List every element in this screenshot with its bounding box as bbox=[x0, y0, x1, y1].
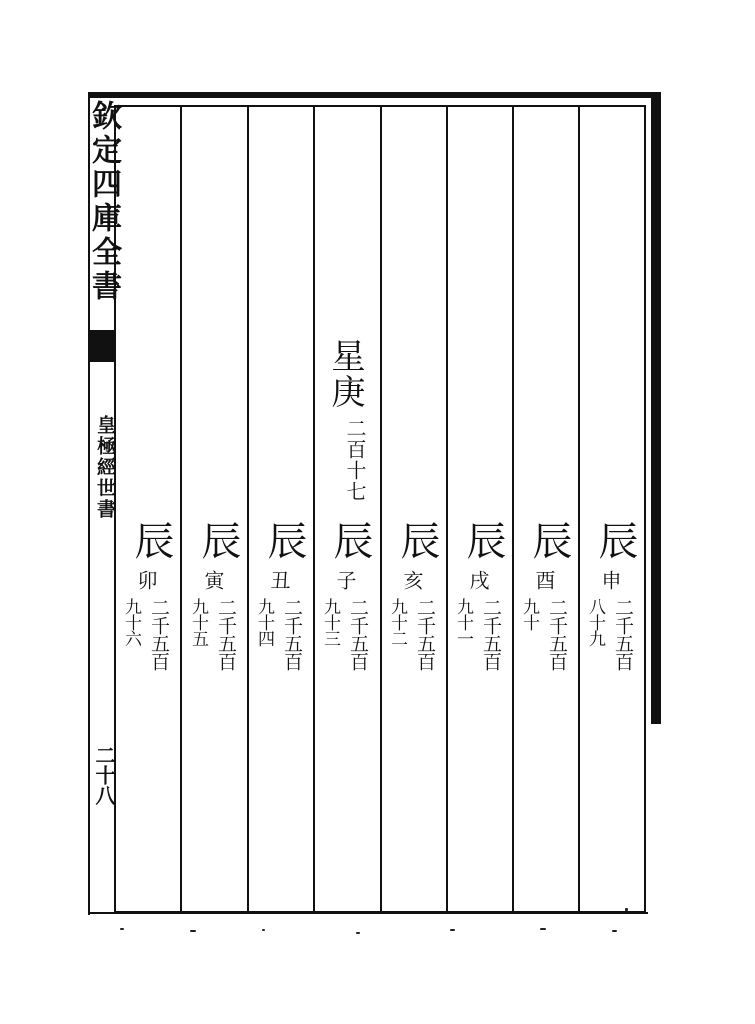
column-rule bbox=[313, 107, 315, 912]
entry-chen: 辰 bbox=[261, 520, 307, 560]
scan-speck bbox=[450, 929, 455, 931]
entry-left-number: 九十五 bbox=[188, 598, 208, 646]
entry-column bbox=[385, 520, 447, 720]
scan-speck bbox=[262, 929, 265, 931]
page-number: 二十八 bbox=[92, 745, 116, 805]
entry-left-number: 八十九 bbox=[585, 598, 605, 646]
entry-right-number: 二千五百 bbox=[347, 598, 369, 670]
star-heading: 星庚 bbox=[325, 338, 365, 410]
scan-speck bbox=[625, 908, 628, 911]
entry-left-number: 九十四 bbox=[254, 598, 274, 646]
entry-branch: 子 bbox=[333, 570, 357, 590]
column-rule bbox=[380, 107, 382, 912]
entry-right-number: 二千五百 bbox=[414, 598, 436, 670]
scan-speck bbox=[356, 932, 360, 934]
scan-speck bbox=[612, 930, 617, 932]
entry-column bbox=[583, 520, 645, 720]
entry-right-number: 二千五百 bbox=[148, 598, 170, 670]
frame-bottom-border bbox=[88, 912, 648, 914]
entry-left-number: 九十六 bbox=[121, 598, 141, 646]
scan-speck bbox=[540, 928, 546, 930]
entry-column bbox=[451, 520, 513, 720]
entry-column bbox=[517, 520, 579, 720]
entry-chen: 辰 bbox=[592, 520, 638, 560]
entry-chen: 辰 bbox=[394, 520, 440, 560]
entry-column bbox=[318, 520, 380, 720]
entry-branch: 亥 bbox=[400, 570, 424, 590]
column-rule bbox=[512, 107, 514, 912]
entry-right-number: 二千五百 bbox=[546, 598, 568, 670]
column-rule bbox=[247, 107, 249, 912]
fishtail-mark bbox=[90, 330, 114, 362]
scan-speck bbox=[190, 930, 196, 932]
column-rule bbox=[446, 107, 448, 912]
entry-right-number: 二千五百 bbox=[480, 598, 502, 670]
entry-left-number: 九十一 bbox=[453, 598, 473, 646]
entry-chen: 辰 bbox=[460, 520, 506, 560]
entry-chen: 辰 bbox=[128, 520, 174, 560]
entry-chen: 辰 bbox=[195, 520, 241, 560]
entry-branch: 酉 bbox=[532, 570, 556, 590]
entry-chen: 辰 bbox=[327, 520, 373, 560]
entry-column bbox=[252, 520, 314, 720]
entry-right-number: 二千五百 bbox=[612, 598, 634, 670]
column-rule bbox=[578, 107, 580, 912]
entry-left-number: 九十 bbox=[519, 598, 539, 630]
entry-branch: 丑 bbox=[267, 570, 291, 590]
entry-branch: 卯 bbox=[134, 570, 158, 590]
entry-column bbox=[186, 520, 248, 720]
entry-left-number: 九十三 bbox=[320, 598, 340, 646]
entry-branch: 戌 bbox=[466, 570, 490, 590]
series-title: 欽定四庫全書 bbox=[86, 100, 121, 304]
entry-right-number: 二千五百 bbox=[281, 598, 303, 670]
entry-chen: 辰 bbox=[526, 520, 572, 560]
entry-right-number: 二千五百 bbox=[215, 598, 237, 670]
frame-top-border bbox=[88, 92, 661, 98]
entry-branch: 申 bbox=[598, 570, 622, 590]
column-rule bbox=[180, 107, 182, 912]
entry-column bbox=[119, 520, 181, 720]
book-title: 皇極經世書 bbox=[94, 415, 116, 520]
frame-right-border bbox=[651, 92, 661, 724]
star-heading-number: 二百十七 bbox=[343, 418, 367, 502]
entry-left-number: 九十二 bbox=[387, 598, 407, 646]
scan-speck bbox=[120, 928, 124, 930]
entry-branch: 寅 bbox=[201, 570, 225, 590]
